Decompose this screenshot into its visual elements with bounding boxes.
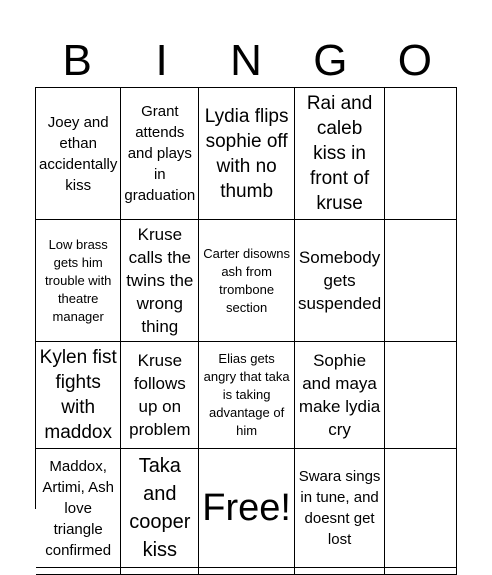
bingo-cell[interactable]	[295, 220, 385, 342]
bingo-cell[interactable]	[121, 220, 199, 342]
cell-text: Sophie and maya make lydia cry	[298, 351, 381, 439]
bingo-cell[interactable]	[295, 342, 385, 449]
free-space[interactable]	[199, 449, 295, 568]
cell-text: Joey and ethan accidentally kiss	[39, 113, 118, 194]
header-letter-o: O	[397, 36, 432, 85]
bingo-cell[interactable]	[121, 449, 199, 568]
bingo-cell[interactable]	[36, 449, 121, 568]
bingo-cell[interactable]	[295, 568, 385, 575]
bingo-cell[interactable]	[199, 568, 295, 575]
bingo-cell[interactable]	[36, 342, 121, 449]
cell-text: Elias gets angry that taka is taking advantage of him	[203, 351, 290, 438]
header-letter-b: B	[62, 36, 92, 85]
bingo-cell[interactable]	[199, 342, 295, 449]
bingo-header	[35, 36, 457, 86]
cell-text: Lydia flips sophie off with no thumb	[204, 105, 289, 202]
bingo-cell[interactable]	[121, 568, 199, 575]
bingo-cell[interactable]	[385, 449, 457, 568]
bingo-cell[interactable]	[36, 568, 121, 575]
bingo-cell[interactable]	[36, 88, 121, 220]
bingo-cell[interactable]	[295, 88, 385, 220]
bingo-cell[interactable]	[385, 568, 457, 575]
cell-text: Kruse follows up on problem	[129, 351, 191, 439]
bingo-cell[interactable]	[199, 88, 295, 220]
cell-text: Somebody gets suspended	[297, 248, 382, 313]
bingo-cell[interactable]	[121, 342, 199, 449]
header-letter-i: I	[155, 36, 168, 85]
bingo-cell[interactable]	[295, 449, 385, 568]
cell-text: Grant attends and plays in graduation	[124, 103, 196, 204]
bingo-cell[interactable]	[385, 220, 457, 342]
bingo-cell[interactable]	[121, 88, 199, 220]
free-space-label: Free!	[202, 487, 291, 529]
cell-text: Rai and caleb kiss in front of kruse	[306, 93, 373, 214]
header-letter-g: G	[313, 36, 348, 85]
cell-text: Maddox, Artimi, Ash love triangle confirmed	[42, 457, 115, 559]
cell-text: Kylen fist fights with maddox	[39, 347, 117, 443]
header-letter-n: N	[230, 36, 262, 85]
bingo-cell[interactable]	[385, 342, 457, 449]
bingo-grid	[35, 87, 457, 561]
cell-text: Carter disowns ash from trombone section	[203, 245, 290, 315]
cell-text: Low brass gets him trouble with theatre manager	[44, 236, 112, 324]
cell-text: Swara sings in tune, and doesnt get lost	[298, 468, 381, 548]
bingo-cell[interactable]	[36, 220, 121, 342]
cell-text: Kruse calls the twins the wrong thing	[126, 225, 194, 336]
bingo-cell[interactable]	[199, 220, 295, 342]
bingo-cell[interactable]	[385, 88, 457, 220]
cell-text: Taka and cooper kiss	[129, 455, 191, 561]
